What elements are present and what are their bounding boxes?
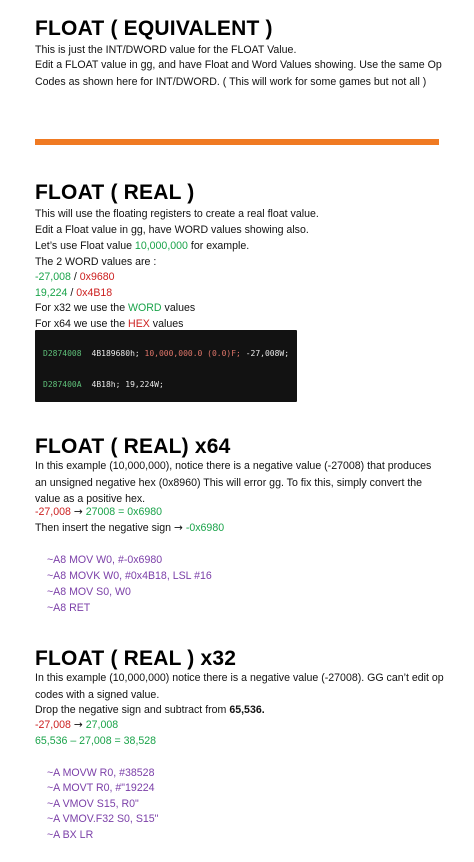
code-row-2	[43, 380, 164, 389]
section1-line1: This is just the INT/DWORD value for the FLOAT Value.	[35, 44, 297, 56]
subtraction-result: 65,536 – 27,008 = 38,528	[35, 735, 157, 747]
positive-hex: 27008 = 0x6980	[85, 506, 163, 518]
word-value: 19,224W;	[125, 380, 164, 389]
section4-paragraph: In this example (10,000,000) notice there is a negative value (-27008). GG can’t edit op codes with a signed value.	[35, 672, 444, 701]
separator: /	[67, 287, 77, 299]
section2-line4: The 2 WORD values are :	[35, 256, 157, 268]
separator: /	[70, 271, 80, 283]
text: values	[161, 302, 196, 314]
word2-decimal: 19,224	[35, 287, 68, 299]
insert-sign-line	[35, 520, 224, 536]
modulus-value: 65,536.	[229, 704, 265, 716]
word-value: -27,008W;	[245, 349, 290, 358]
text: For x32 we use the	[35, 302, 129, 314]
arrow-right-icon: →	[73, 506, 83, 518]
code-row-1	[43, 349, 289, 358]
hex-value: 4B189680h;	[91, 349, 140, 358]
word1-hex: 0x9680	[79, 271, 115, 283]
x64-code-line: ~A8 RET	[47, 602, 91, 614]
word1-decimal: -27,008	[35, 271, 71, 283]
drop-sign-line	[35, 702, 265, 718]
word-value-1	[35, 269, 115, 285]
word2-hex: 0x4B18	[76, 287, 113, 299]
hex-value: 4B18h;	[91, 380, 121, 389]
heading-float-equivalent: FLOAT ( EQUIVALENT )	[35, 17, 273, 40]
text: for example.	[187, 240, 250, 252]
section2-line1: This will use the floating registers to create a real float value.	[35, 208, 319, 220]
x64-code-line: ~A8 MOV S0, W0	[47, 586, 131, 598]
address: D2874008	[43, 349, 82, 358]
text: values	[149, 318, 184, 330]
text: Drop the negative sign and subtract from	[35, 704, 230, 716]
heading-float-real-x64: FLOAT ( REAL) x64	[35, 435, 231, 458]
word-value-2	[35, 285, 112, 301]
text: For x64 we use the	[35, 318, 129, 330]
x64-code-line: ~A8 MOV W0, #-0x6980	[47, 554, 163, 566]
heading-float-real: FLOAT ( REAL )	[35, 181, 195, 204]
x32-conversion	[35, 717, 118, 733]
section2-line3	[35, 238, 249, 254]
float-value: 10,000,000.0 (0.0)F;	[144, 349, 241, 358]
hex-keyword: HEX	[128, 318, 150, 330]
x32-code-line: ~A VMOV.F32 S0, S15"	[47, 813, 159, 825]
address: D287400A	[43, 380, 82, 389]
x64-conversion	[35, 504, 162, 520]
x32-code-line: ~A MOVT R0, #"19224	[47, 782, 155, 794]
word-keyword: WORD	[128, 302, 162, 314]
positive-value: 27,008	[85, 719, 119, 731]
section1-paragraph: Edit a FLOAT value in gg, and have Float and Word Values showing. Use the same Op Codes as shown here for INT/DWORD. ( This will work for some games but not all )	[35, 59, 442, 88]
x32-code-line: ~A MOVW R0, #38528	[47, 767, 155, 779]
orange-divider	[35, 139, 439, 145]
x32-note	[35, 300, 195, 316]
section3-paragraph: In this example (10,000,000), notice there is a negative value (-27008) that produces an unsigned negative hex (0x8960) This will error gg. To fix this, simply convert the value as a positive hex.	[35, 460, 432, 505]
x64-code-line: ~A8 MOVK W0, #0x4B18, LSL #16	[47, 570, 212, 582]
negative-hex: -0x6980	[185, 522, 225, 534]
float-value: 10,000,000	[134, 240, 188, 252]
x32-code-line: ~A BX LR	[47, 829, 94, 841]
arrow-right-icon: →	[173, 522, 183, 534]
text: Then insert the negative sign	[35, 522, 174, 534]
heading-float-real-x32: FLOAT ( REAL ) x32	[35, 647, 237, 670]
gg-values-screenshot	[35, 330, 297, 402]
arrow-right-icon: →	[73, 719, 83, 731]
negative-value: -27,008	[35, 719, 71, 731]
x32-code-line: ~A VMOV S15, R0"	[47, 798, 139, 810]
section2-line2: Edit a Float value in gg, have WORD values showing also.	[35, 224, 309, 236]
negative-value: -27,008	[35, 506, 71, 518]
text: Let’s use Float value	[35, 240, 135, 252]
